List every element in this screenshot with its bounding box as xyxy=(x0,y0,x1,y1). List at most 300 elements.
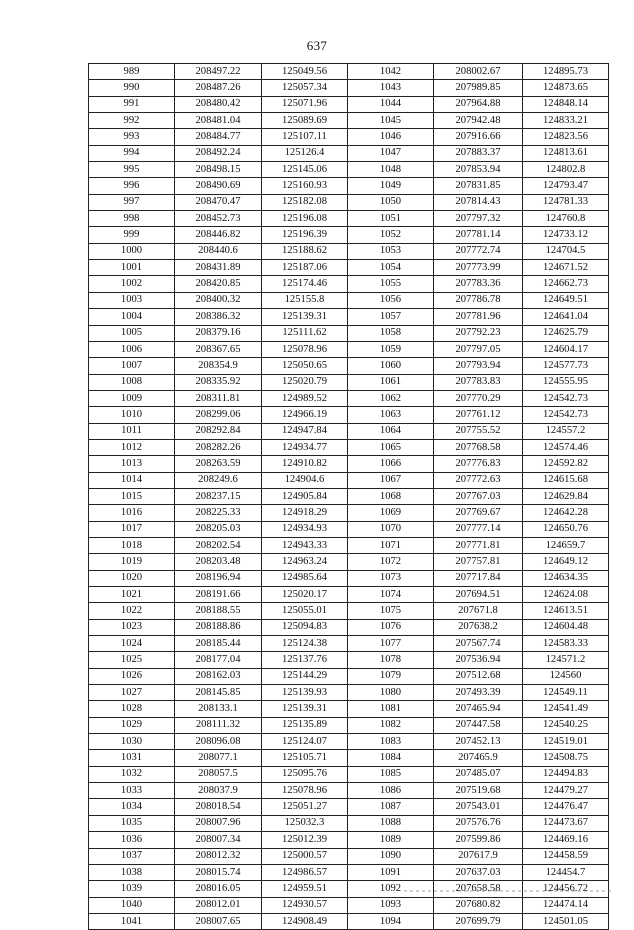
point-number-left-cell: 1029 xyxy=(89,717,175,733)
y-coordinate-right-cell: 124704.5 xyxy=(523,243,609,259)
x-coordinate-left-cell: 208446.82 xyxy=(175,227,262,243)
x-coordinate-left-cell: 208490.69 xyxy=(175,178,262,194)
point-number-left-cell: 1032 xyxy=(89,766,175,782)
y-coordinate-left-cell: 125139.93 xyxy=(262,685,348,701)
x-coordinate-left-cell: 208096.08 xyxy=(175,734,262,750)
x-coordinate-right-cell: 207465.9 xyxy=(434,750,523,766)
point-number-right-cell: 1070 xyxy=(348,521,434,537)
point-number-left-cell: 1010 xyxy=(89,407,175,423)
x-coordinate-left-cell: 208386.32 xyxy=(175,309,262,325)
y-coordinate-right-cell: 124456.72 xyxy=(523,881,609,897)
y-coordinate-right-cell: 124671.52 xyxy=(523,260,609,276)
y-coordinate-right-cell: 124634.35 xyxy=(523,570,609,586)
x-coordinate-right-cell: 207831.85 xyxy=(434,178,523,194)
y-coordinate-right-cell: 124604.48 xyxy=(523,619,609,635)
table-row xyxy=(89,587,609,603)
x-coordinate-right-cell: 207638.2 xyxy=(434,619,523,635)
x-coordinate-right-cell: 207777.14 xyxy=(434,521,523,537)
point-number-right-cell: 1094 xyxy=(348,913,434,929)
x-coordinate-right-cell: 207452.13 xyxy=(434,734,523,750)
y-coordinate-right-cell: 124519.01 xyxy=(523,734,609,750)
y-coordinate-right-cell: 124802.8 xyxy=(523,162,609,178)
y-coordinate-left-cell: 125126.4 xyxy=(262,145,348,161)
point-number-left-cell: 1020 xyxy=(89,570,175,586)
y-coordinate-left-cell: 125095.76 xyxy=(262,766,348,782)
point-number-left-cell: 1024 xyxy=(89,636,175,652)
point-number-right-cell: 1052 xyxy=(348,227,434,243)
x-coordinate-left-cell: 208077.1 xyxy=(175,750,262,766)
table-row xyxy=(89,685,609,701)
x-coordinate-right-cell: 207617.9 xyxy=(434,848,523,864)
point-number-right-cell: 1092 xyxy=(348,881,434,897)
point-number-right-cell: 1065 xyxy=(348,439,434,455)
y-coordinate-left-cell: 125137.76 xyxy=(262,652,348,668)
table-row xyxy=(89,848,609,864)
table-row xyxy=(89,374,609,390)
y-coordinate-right-cell: 124476.47 xyxy=(523,799,609,815)
y-coordinate-left-cell: 125051.27 xyxy=(262,799,348,815)
table-row xyxy=(89,211,609,227)
point-number-left-cell: 1002 xyxy=(89,276,175,292)
x-coordinate-right-cell: 207771.81 xyxy=(434,537,523,553)
x-coordinate-right-cell: 207599.86 xyxy=(434,832,523,848)
y-coordinate-left-cell: 125139.31 xyxy=(262,309,348,325)
point-number-left-cell: 1040 xyxy=(89,897,175,913)
table-row xyxy=(89,456,609,472)
y-coordinate-left-cell: 125000.57 xyxy=(262,848,348,864)
y-coordinate-left-cell: 124918.29 xyxy=(262,505,348,521)
table-row xyxy=(89,701,609,717)
point-number-left-cell: 1031 xyxy=(89,750,175,766)
point-number-left-cell: 1018 xyxy=(89,537,175,553)
point-number-left-cell: 1016 xyxy=(89,505,175,521)
point-number-right-cell: 1081 xyxy=(348,701,434,717)
point-number-right-cell: 1067 xyxy=(348,472,434,488)
y-coordinate-right-cell: 124793.47 xyxy=(523,178,609,194)
x-coordinate-right-cell: 207781.14 xyxy=(434,227,523,243)
table-row xyxy=(89,913,609,929)
point-number-left-cell: 990 xyxy=(89,80,175,96)
x-coordinate-right-cell: 207536.94 xyxy=(434,652,523,668)
point-number-left-cell: 1026 xyxy=(89,668,175,684)
point-number-left-cell: 1015 xyxy=(89,488,175,504)
y-coordinate-right-cell: 124494.83 xyxy=(523,766,609,782)
table-row xyxy=(89,864,609,880)
y-coordinate-left-cell: 125144.29 xyxy=(262,668,348,684)
x-coordinate-left-cell: 208487.26 xyxy=(175,80,262,96)
y-coordinate-right-cell: 124540.25 xyxy=(523,717,609,733)
x-coordinate-right-cell: 207761.12 xyxy=(434,407,523,423)
table-row xyxy=(89,129,609,145)
point-number-left-cell: 1023 xyxy=(89,619,175,635)
x-coordinate-left-cell: 208497.22 xyxy=(175,64,262,80)
point-number-right-cell: 1090 xyxy=(348,848,434,864)
y-coordinate-left-cell: 124943.33 xyxy=(262,537,348,553)
y-coordinate-right-cell: 124641.04 xyxy=(523,309,609,325)
table-row xyxy=(89,194,609,210)
y-coordinate-right-cell: 124574.46 xyxy=(523,439,609,455)
y-coordinate-right-cell: 124624.08 xyxy=(523,587,609,603)
x-coordinate-right-cell: 207783.83 xyxy=(434,374,523,390)
point-number-left-cell: 995 xyxy=(89,162,175,178)
x-coordinate-left-cell: 208162.03 xyxy=(175,668,262,684)
x-coordinate-left-cell: 208007.34 xyxy=(175,832,262,848)
point-number-left-cell: 1013 xyxy=(89,456,175,472)
x-coordinate-left-cell: 208470.47 xyxy=(175,194,262,210)
point-number-left-cell: 1008 xyxy=(89,374,175,390)
y-coordinate-right-cell: 124833.21 xyxy=(523,113,609,129)
point-number-left-cell: 1004 xyxy=(89,309,175,325)
point-number-left-cell: 999 xyxy=(89,227,175,243)
point-number-right-cell: 1073 xyxy=(348,570,434,586)
x-coordinate-left-cell: 208057.5 xyxy=(175,766,262,782)
y-coordinate-right-cell: 124501.05 xyxy=(523,913,609,929)
point-number-right-cell: 1075 xyxy=(348,603,434,619)
y-coordinate-left-cell: 125105.71 xyxy=(262,750,348,766)
y-coordinate-right-cell: 124649.12 xyxy=(523,554,609,570)
y-coordinate-left-cell: 124910.82 xyxy=(262,456,348,472)
point-number-left-cell: 1027 xyxy=(89,685,175,701)
x-coordinate-right-cell: 207989.85 xyxy=(434,80,523,96)
x-coordinate-left-cell: 208016.05 xyxy=(175,881,262,897)
table-row xyxy=(89,799,609,815)
x-coordinate-right-cell: 207493.39 xyxy=(434,685,523,701)
x-coordinate-left-cell: 208292.84 xyxy=(175,423,262,439)
x-coordinate-left-cell: 208225.33 xyxy=(175,505,262,521)
y-coordinate-right-cell: 124571.2 xyxy=(523,652,609,668)
x-coordinate-right-cell: 207853.94 xyxy=(434,162,523,178)
x-coordinate-right-cell: 207699.79 xyxy=(434,913,523,929)
y-coordinate-right-cell: 124549.11 xyxy=(523,685,609,701)
x-coordinate-right-cell: 207883.37 xyxy=(434,145,523,161)
y-coordinate-right-cell: 124629.84 xyxy=(523,488,609,504)
y-coordinate-right-cell: 124873.65 xyxy=(523,80,609,96)
point-number-right-cell: 1049 xyxy=(348,178,434,194)
y-coordinate-right-cell: 124615.68 xyxy=(523,472,609,488)
point-number-left-cell: 1025 xyxy=(89,652,175,668)
point-number-right-cell: 1056 xyxy=(348,292,434,308)
x-coordinate-right-cell: 207772.63 xyxy=(434,472,523,488)
y-coordinate-left-cell: 125055.01 xyxy=(262,603,348,619)
point-number-right-cell: 1060 xyxy=(348,358,434,374)
point-number-right-cell: 1071 xyxy=(348,537,434,553)
point-number-right-cell: 1066 xyxy=(348,456,434,472)
x-coordinate-right-cell: 208002.67 xyxy=(434,64,523,80)
y-coordinate-right-cell: 124895.73 xyxy=(523,64,609,80)
y-coordinate-left-cell: 125057.34 xyxy=(262,80,348,96)
y-coordinate-right-cell: 124555.95 xyxy=(523,374,609,390)
point-number-right-cell: 1089 xyxy=(348,832,434,848)
point-number-right-cell: 1059 xyxy=(348,341,434,357)
y-coordinate-left-cell: 125196.39 xyxy=(262,227,348,243)
point-number-left-cell: 992 xyxy=(89,113,175,129)
x-coordinate-right-cell: 207964.88 xyxy=(434,96,523,112)
x-coordinate-right-cell: 207680.82 xyxy=(434,897,523,913)
y-coordinate-right-cell: 124760.8 xyxy=(523,211,609,227)
point-number-right-cell: 1058 xyxy=(348,325,434,341)
point-number-left-cell: 1039 xyxy=(89,881,175,897)
y-coordinate-right-cell: 124642.28 xyxy=(523,505,609,521)
y-coordinate-left-cell: 125050.65 xyxy=(262,358,348,374)
table-row xyxy=(89,750,609,766)
x-coordinate-left-cell: 208481.04 xyxy=(175,113,262,129)
x-coordinate-left-cell: 208354.9 xyxy=(175,358,262,374)
y-coordinate-left-cell: 125145.06 xyxy=(262,162,348,178)
y-coordinate-right-cell: 124662.73 xyxy=(523,276,609,292)
x-coordinate-right-cell: 207768.58 xyxy=(434,439,523,455)
point-number-left-cell: 1021 xyxy=(89,587,175,603)
x-coordinate-left-cell: 208452.73 xyxy=(175,211,262,227)
x-coordinate-left-cell: 208498.15 xyxy=(175,162,262,178)
y-coordinate-left-cell: 125020.17 xyxy=(262,587,348,603)
x-coordinate-left-cell: 208379.16 xyxy=(175,325,262,341)
x-coordinate-right-cell: 207773.99 xyxy=(434,260,523,276)
y-coordinate-left-cell: 124908.49 xyxy=(262,913,348,929)
point-number-left-cell: 1017 xyxy=(89,521,175,537)
point-number-right-cell: 1074 xyxy=(348,587,434,603)
y-coordinate-right-cell: 124454.7 xyxy=(523,864,609,880)
table-row xyxy=(89,325,609,341)
point-number-right-cell: 1064 xyxy=(348,423,434,439)
point-number-left-cell: 1000 xyxy=(89,243,175,259)
y-coordinate-left-cell: 125124.07 xyxy=(262,734,348,750)
x-coordinate-right-cell: 207797.05 xyxy=(434,341,523,357)
x-coordinate-left-cell: 208367.65 xyxy=(175,341,262,357)
point-number-right-cell: 1080 xyxy=(348,685,434,701)
point-number-right-cell: 1083 xyxy=(348,734,434,750)
x-coordinate-left-cell: 208012.32 xyxy=(175,848,262,864)
y-coordinate-right-cell: 124473.67 xyxy=(523,815,609,831)
x-coordinate-right-cell: 207776.83 xyxy=(434,456,523,472)
x-coordinate-left-cell: 208263.59 xyxy=(175,456,262,472)
point-number-right-cell: 1051 xyxy=(348,211,434,227)
point-number-left-cell: 1019 xyxy=(89,554,175,570)
x-coordinate-left-cell: 208420.85 xyxy=(175,276,262,292)
point-number-right-cell: 1068 xyxy=(348,488,434,504)
point-number-left-cell: 1005 xyxy=(89,325,175,341)
x-coordinate-right-cell: 207447.58 xyxy=(434,717,523,733)
point-number-right-cell: 1086 xyxy=(348,783,434,799)
y-coordinate-left-cell: 125182.08 xyxy=(262,194,348,210)
table-row xyxy=(89,783,609,799)
table-row xyxy=(89,341,609,357)
point-number-left-cell: 1041 xyxy=(89,913,175,929)
y-coordinate-left-cell: 125155.8 xyxy=(262,292,348,308)
table-row xyxy=(89,636,609,652)
y-coordinate-left-cell: 125174.46 xyxy=(262,276,348,292)
x-coordinate-left-cell: 208012.01 xyxy=(175,897,262,913)
y-coordinate-right-cell: 124583.33 xyxy=(523,636,609,652)
x-coordinate-left-cell: 208037.9 xyxy=(175,783,262,799)
x-coordinate-left-cell: 208205.03 xyxy=(175,521,262,537)
table-row xyxy=(89,358,609,374)
x-coordinate-left-cell: 208145.85 xyxy=(175,685,262,701)
point-number-right-cell: 1085 xyxy=(348,766,434,782)
x-coordinate-left-cell: 208196.94 xyxy=(175,570,262,586)
y-coordinate-left-cell: 125049.56 xyxy=(262,64,348,80)
y-coordinate-left-cell: 125160.93 xyxy=(262,178,348,194)
x-coordinate-left-cell: 208311.81 xyxy=(175,390,262,406)
point-number-left-cell: 993 xyxy=(89,129,175,145)
point-number-left-cell: 1038 xyxy=(89,864,175,880)
y-coordinate-left-cell: 124966.19 xyxy=(262,407,348,423)
table-row xyxy=(89,309,609,325)
y-coordinate-right-cell: 124542.73 xyxy=(523,407,609,423)
table-row xyxy=(89,766,609,782)
point-number-right-cell: 1046 xyxy=(348,129,434,145)
point-number-left-cell: 1011 xyxy=(89,423,175,439)
y-coordinate-left-cell: 125139.31 xyxy=(262,701,348,717)
x-coordinate-right-cell: 207797.32 xyxy=(434,211,523,227)
y-coordinate-right-cell: 124781.33 xyxy=(523,194,609,210)
y-coordinate-left-cell: 124986.57 xyxy=(262,864,348,880)
x-coordinate-left-cell: 208335.92 xyxy=(175,374,262,390)
y-coordinate-right-cell: 124649.51 xyxy=(523,292,609,308)
y-coordinate-left-cell: 125135.89 xyxy=(262,717,348,733)
point-number-left-cell: 989 xyxy=(89,64,175,80)
y-coordinate-left-cell: 124947.84 xyxy=(262,423,348,439)
x-coordinate-left-cell: 208431.89 xyxy=(175,260,262,276)
table-row xyxy=(89,815,609,831)
y-coordinate-right-cell: 124541.49 xyxy=(523,701,609,717)
y-coordinate-left-cell: 124904.6 xyxy=(262,472,348,488)
point-number-left-cell: 1030 xyxy=(89,734,175,750)
y-coordinate-right-cell: 124604.17 xyxy=(523,341,609,357)
y-coordinate-right-cell: 124542.73 xyxy=(523,390,609,406)
y-coordinate-right-cell: 124659.7 xyxy=(523,537,609,553)
point-number-right-cell: 1087 xyxy=(348,799,434,815)
point-number-left-cell: 1022 xyxy=(89,603,175,619)
point-number-right-cell: 1061 xyxy=(348,374,434,390)
x-coordinate-right-cell: 207942.48 xyxy=(434,113,523,129)
y-coordinate-left-cell: 125187.06 xyxy=(262,260,348,276)
x-coordinate-right-cell: 207793.94 xyxy=(434,358,523,374)
point-number-left-cell: 1028 xyxy=(89,701,175,717)
x-coordinate-right-cell: 207757.81 xyxy=(434,554,523,570)
y-coordinate-right-cell: 124458.59 xyxy=(523,848,609,864)
x-coordinate-left-cell: 208480.42 xyxy=(175,96,262,112)
table-row xyxy=(89,145,609,161)
x-coordinate-right-cell: 207781.96 xyxy=(434,309,523,325)
table-row xyxy=(89,505,609,521)
point-number-left-cell: 1033 xyxy=(89,783,175,799)
point-number-right-cell: 1091 xyxy=(348,864,434,880)
y-coordinate-right-cell: 124733.12 xyxy=(523,227,609,243)
point-number-left-cell: 996 xyxy=(89,178,175,194)
point-number-right-cell: 1088 xyxy=(348,815,434,831)
table-row xyxy=(89,554,609,570)
table-row xyxy=(89,439,609,455)
table-row xyxy=(89,570,609,586)
table-row xyxy=(89,113,609,129)
x-coordinate-right-cell: 207576.76 xyxy=(434,815,523,831)
coordinates-table xyxy=(88,63,609,930)
point-number-left-cell: 1036 xyxy=(89,832,175,848)
table-row xyxy=(89,521,609,537)
table-row xyxy=(89,260,609,276)
x-coordinate-right-cell: 207814.43 xyxy=(434,194,523,210)
table-row xyxy=(89,227,609,243)
point-number-right-cell: 1082 xyxy=(348,717,434,733)
table-row xyxy=(89,619,609,635)
point-number-right-cell: 1054 xyxy=(348,260,434,276)
point-number-left-cell: 1006 xyxy=(89,341,175,357)
table-row xyxy=(89,668,609,684)
y-coordinate-right-cell: 124625.79 xyxy=(523,325,609,341)
point-number-left-cell: 1037 xyxy=(89,848,175,864)
x-coordinate-right-cell: 207519.68 xyxy=(434,783,523,799)
point-number-right-cell: 1078 xyxy=(348,652,434,668)
point-number-left-cell: 1012 xyxy=(89,439,175,455)
x-coordinate-left-cell: 208018.54 xyxy=(175,799,262,815)
point-number-right-cell: 1093 xyxy=(348,897,434,913)
table-row xyxy=(89,488,609,504)
x-coordinate-left-cell: 208203.48 xyxy=(175,554,262,570)
y-coordinate-right-cell: 124469.16 xyxy=(523,832,609,848)
x-coordinate-left-cell: 208484.77 xyxy=(175,129,262,145)
y-coordinate-left-cell: 125078.96 xyxy=(262,341,348,357)
y-coordinate-left-cell: 124963.24 xyxy=(262,554,348,570)
table-row xyxy=(89,472,609,488)
y-coordinate-right-cell: 124577.73 xyxy=(523,358,609,374)
table-row xyxy=(89,832,609,848)
x-coordinate-left-cell: 208015.74 xyxy=(175,864,262,880)
y-coordinate-left-cell: 124930.57 xyxy=(262,897,348,913)
x-coordinate-right-cell: 207512.68 xyxy=(434,668,523,684)
x-coordinate-left-cell: 208492.24 xyxy=(175,145,262,161)
y-coordinate-left-cell: 125078.96 xyxy=(262,783,348,799)
point-number-right-cell: 1042 xyxy=(348,64,434,80)
table-row xyxy=(89,80,609,96)
point-number-right-cell: 1045 xyxy=(348,113,434,129)
table-row xyxy=(89,178,609,194)
y-coordinate-left-cell: 125124.38 xyxy=(262,636,348,652)
point-number-right-cell: 1072 xyxy=(348,554,434,570)
table-row xyxy=(89,537,609,553)
point-number-right-cell: 1043 xyxy=(348,80,434,96)
table-row xyxy=(89,734,609,750)
x-coordinate-right-cell: 207769.67 xyxy=(434,505,523,521)
x-coordinate-left-cell: 208007.65 xyxy=(175,913,262,929)
point-number-left-cell: 1001 xyxy=(89,260,175,276)
x-coordinate-right-cell: 207792.23 xyxy=(434,325,523,341)
y-coordinate-left-cell: 125094.83 xyxy=(262,619,348,635)
table-row xyxy=(89,276,609,292)
table-row xyxy=(89,64,609,80)
x-coordinate-right-cell: 207465.94 xyxy=(434,701,523,717)
table-row xyxy=(89,96,609,112)
page-number: 637 xyxy=(306,38,328,53)
x-coordinate-left-cell: 208237.15 xyxy=(175,488,262,504)
y-coordinate-right-cell: 124479.27 xyxy=(523,783,609,799)
point-number-left-cell: 1035 xyxy=(89,815,175,831)
x-coordinate-right-cell: 207755.52 xyxy=(434,423,523,439)
y-coordinate-left-cell: 125032.3 xyxy=(262,815,348,831)
y-coordinate-right-cell: 124848.14 xyxy=(523,96,609,112)
x-coordinate-right-cell: 207770.29 xyxy=(434,390,523,406)
table-body xyxy=(89,64,609,930)
x-coordinate-left-cell: 208249.6 xyxy=(175,472,262,488)
table-row xyxy=(89,243,609,259)
point-number-left-cell: 994 xyxy=(89,145,175,161)
x-coordinate-left-cell: 208185.44 xyxy=(175,636,262,652)
y-coordinate-right-cell: 124592.82 xyxy=(523,456,609,472)
x-coordinate-left-cell: 208133.1 xyxy=(175,701,262,717)
x-coordinate-right-cell: 207567.74 xyxy=(434,636,523,652)
table-row xyxy=(89,407,609,423)
y-coordinate-right-cell: 124560 xyxy=(523,668,609,684)
x-coordinate-left-cell: 208188.55 xyxy=(175,603,262,619)
